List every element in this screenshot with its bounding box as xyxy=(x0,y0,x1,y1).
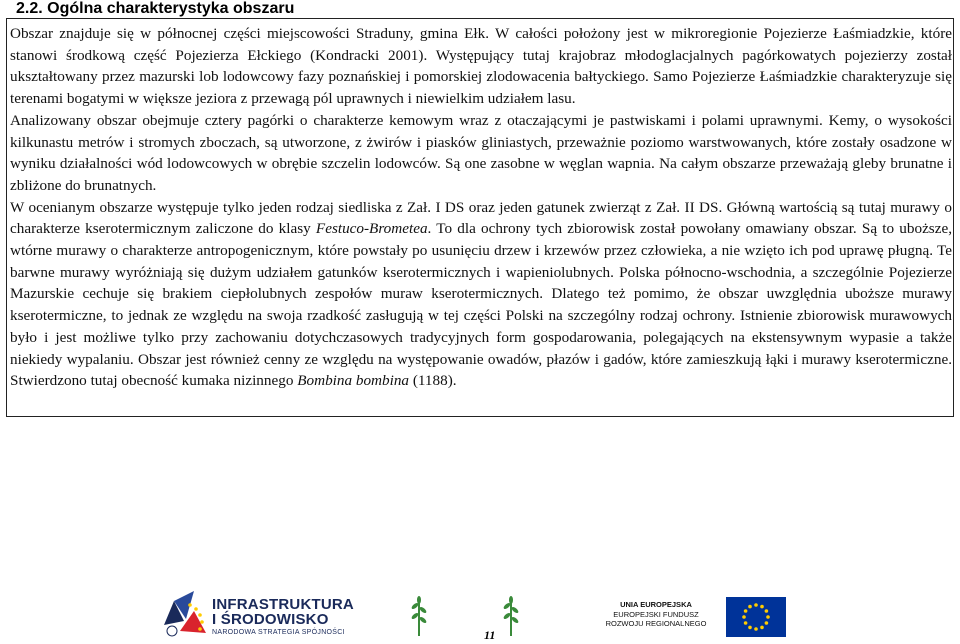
tree-logo-2 xyxy=(502,594,562,638)
infra-title-line1: INFRASTRUKTURA xyxy=(212,596,354,613)
tree-logo-1 xyxy=(410,594,470,638)
eu-flag-icon xyxy=(726,597,786,637)
ue-line3: ROZWOJU REGIONALNEGO xyxy=(605,619,707,628)
ue-fund-label xyxy=(596,598,716,634)
page-number: 11 xyxy=(484,628,496,642)
tree-icon xyxy=(410,594,428,638)
section-heading: 2.2. Ogólna charakterystyka obszaru xyxy=(16,0,295,17)
box-border-left xyxy=(6,18,7,416)
ue-line2: EUROPEJSKI FUNDUSZ xyxy=(613,610,699,619)
tree-icon xyxy=(502,594,520,638)
infra-subtitle: NARODOWA STRATEGIA SPÓJNOŚCI xyxy=(212,629,345,636)
ue-line1: UNIA EUROPEJSKA xyxy=(620,600,692,609)
paragraph-3-text-c: (1188). xyxy=(409,372,457,390)
box-border-top xyxy=(6,18,954,19)
section-body xyxy=(10,23,952,392)
footer-logos xyxy=(0,585,960,644)
paragraph-3 xyxy=(10,197,952,392)
taxon-festuco-brometea: Festuco-Brometea xyxy=(315,220,428,238)
infra-title-line2: I ŚRODOWISKO xyxy=(212,611,329,628)
eu-stars-icon xyxy=(726,597,786,637)
paragraph-2: Analizowany obszar obejmuje cztery pagórki o charakterze kemowym wraz z otaczającymi je pastwiskami i polami uprawnymi. Kemy, o wysokości kilkunastu metrów i stromych zboczach, są utworzone, z żwirów i piasków gliniastych, przeważnie poziomo warstwowanych, które zostały osadzone w wyniku działalności wód lodowcowych w obrębie szczelin lodowców. Są one zasobne w węglan wapnia. Na całym obszarze przeważają gleby brunatne i zbliżone do brunatnych. xyxy=(10,111,952,194)
paragraph-1: Obszar znajduje się w północnej części miejscowości Straduny, gmina Ełk. W całości położony jest w mikroregionie Pojezierze Łaśmiadzkie, które stanowi środkową część Pojezierza Ełckiego (Kondracki 2001). Występujący tutaj krajobraz młodoglacjalnych pagórkowatych pojezierzy został ukształtowany przez mazurski lob lodowcowy fazy poznańskiej i pomorskiej zlodowacenia bałtyckiego. Samo Pojezierze Łaśmiadzkie charakteryzuje się terenami bogatymi w większe jeziora z przewagą pól uprawnych i niewielkim udziałem lasu. xyxy=(10,25,952,108)
box-border-bottom xyxy=(6,416,954,417)
infrastruktura-logo xyxy=(160,585,354,643)
paragraph-3-text-a: W ocenianym obszarze występuje tylko jeden rodzaj siedliska z Zał. I DS oraz jeden gatunek zwierząt z Zał. II DS. Główną wartością są tutaj murawy o charakterze kserotermicznym zaliczone do klasy xyxy=(10,198,952,238)
box-border-right xyxy=(953,18,954,416)
infrastruktura-emblem-icon xyxy=(160,585,212,643)
taxon-bombina-bombina: Bombina bombina xyxy=(297,372,410,390)
paragraph-3-text-b: . To dla ochrony tych zbiorowisk został powołany omawiany obszar. Są to uboższe, wtórne murawy o charakterze antropogenicznym, które powstały po usunięciu drzew i krzewów przez człowieka, a nie wzięto ich pod uprawę pługną. Te barwne murawy wyróżniają się dużym udziałem gatunków kserotermicznych i wapieniolubnych. Polska północno-wschodnia, a szczególnie Pojezierze Mazurskie cechuje się brakiem ciepłolubnych zespołów muraw kserotermicznych. Dlatego też pomimo, że obszar uwzględnia uboższe murawy kserotermiczne, to jednak ze względu na swoja rzadkość zasługują w tej części Polski na szczególny rodzaj ochrony. Istnienie zbiorowisk murawowych było i jest możliwe tylko przy zachowaniu dotychczasowych tradycyjnych form gospodarowania, polegających na ekstensywnym wypasie a także niekiedy wypalaniu. Obszar jest również cenny ze względu na występowanie owadów, płazów i gadów, które zamieszkują łąki i murawy kserotermiczne. Stwierdzono tutaj obecność kumaka nizinnego xyxy=(10,220,952,390)
